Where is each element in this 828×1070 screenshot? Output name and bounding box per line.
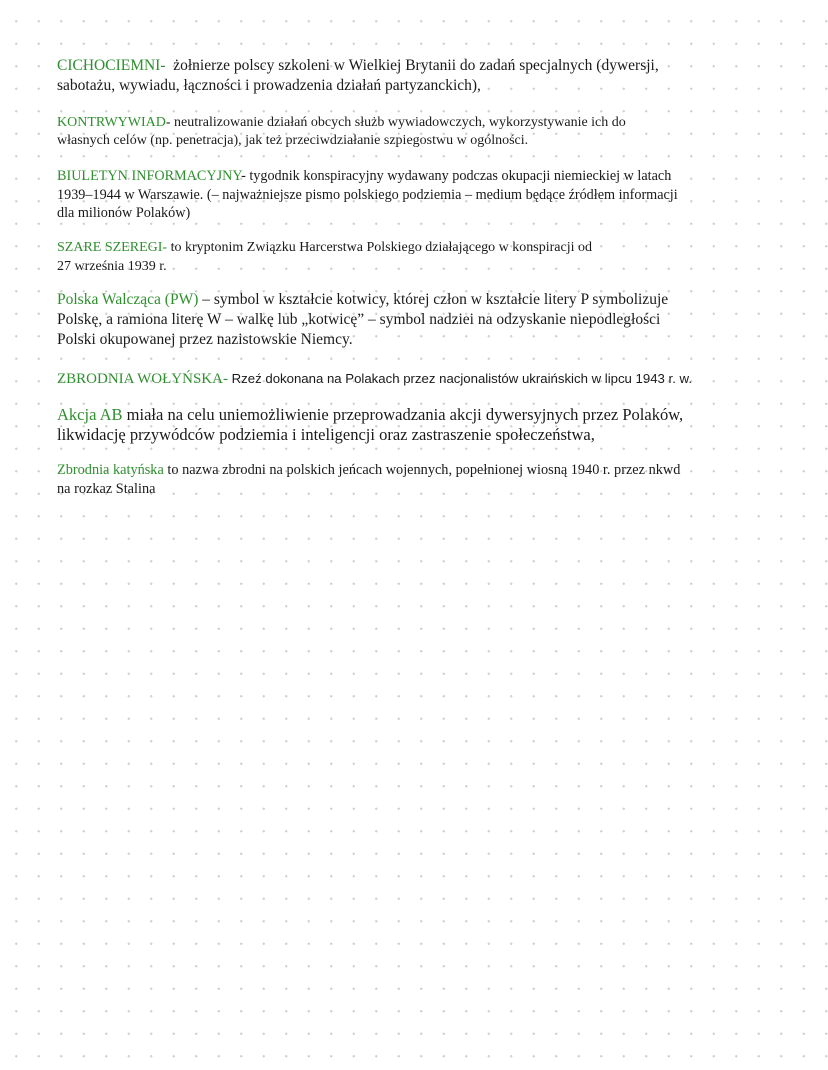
entry-term: SZARE SZEREGI- (57, 240, 168, 255)
entry-polska-walczaca (57, 290, 668, 350)
entry-text: sabotażu, wywiadu, łączności i prowadzenia działań partyzanckich), (57, 77, 481, 94)
entry-term: BIULETYN INFORMACYJNY (57, 168, 242, 184)
entry-text: likwidację przywódców podziemia i inteligencji oraz zastraszenie społeczeństwa, (57, 425, 595, 444)
entry-text: Rzeź dokonana na Polakach przez nacjonalistów ukraińskich w lipcu 1943 r. w. (227, 371, 692, 386)
entry-text: dla milionów Polaków) (57, 205, 191, 221)
entry-szare-szeregi (57, 239, 592, 276)
entry-kontrwywiad (57, 114, 626, 150)
entry-text: żołnierze polscy szkoleni w Wielkiej Brytanii do zadań specjalnych (dywersji, (165, 57, 659, 74)
entry-text: Polski okupowanej przez nazistowskie Niemcy. (57, 331, 353, 348)
entry-text: 1939–1944 w Warszawie. (– najważniejsze pismo polskiego podziemia – medium będące źródłem informacji (57, 186, 678, 203)
entry-term: Polska Walcząca (PW) (57, 291, 199, 308)
entry-cichociemni (57, 56, 659, 96)
entry-term: ZBRODNIA WOŁYŃSKA- (57, 371, 228, 387)
entry-text: - tygodnik konspiracyjny wydawany podczas okupacji niemieckiej w latach (241, 168, 672, 184)
entry-text: na rozkaz Stalina (57, 480, 156, 497)
entry-text: – symbol w kształcie kotwicy, której człon w kształcie litery P symbolizuje (198, 291, 669, 308)
entry-text: - neutralizowanie działań obcych służb wywiadowczych, wykorzystywanie ich do (165, 115, 626, 130)
entry-zbrodnia-wolynska (57, 369, 692, 389)
entry-akcja-ab (57, 405, 683, 445)
entry-text: własnych celów (np. penetracja), jak też przeciwdziałanie szpiegostwu w ogólności. (57, 133, 529, 148)
entry-zbrodnia-katynska (57, 461, 680, 498)
entry-term: Zbrodnia katyńska (57, 462, 164, 478)
entry-term: Akcja AB (57, 405, 123, 424)
entry-term: KONTRWYWIAD (57, 115, 166, 130)
entry-text: to nazwa zbrodni na polskich jeńcach wojennych, popełnionej wiosną 1940 r. przez nkwd (163, 462, 681, 478)
entry-text: miała na celu uniemożliwienie przeprowadzania akcji dywersyjnych przez Polaków, (122, 405, 684, 424)
entry-text: to kryptonim Związku Harcerstwa Polskiego działającego w konspiracji od (167, 240, 592, 255)
entry-text: 27 września 1939 r. (57, 258, 167, 274)
entry-biuletyn (57, 167, 678, 223)
entry-term: CICHOCIEMNI- (57, 57, 166, 74)
entry-text: Polskę, a ramiona literę W – walkę lub „kotwicę” – symbol nadziei na odzyskanie niepodległości (57, 311, 661, 328)
